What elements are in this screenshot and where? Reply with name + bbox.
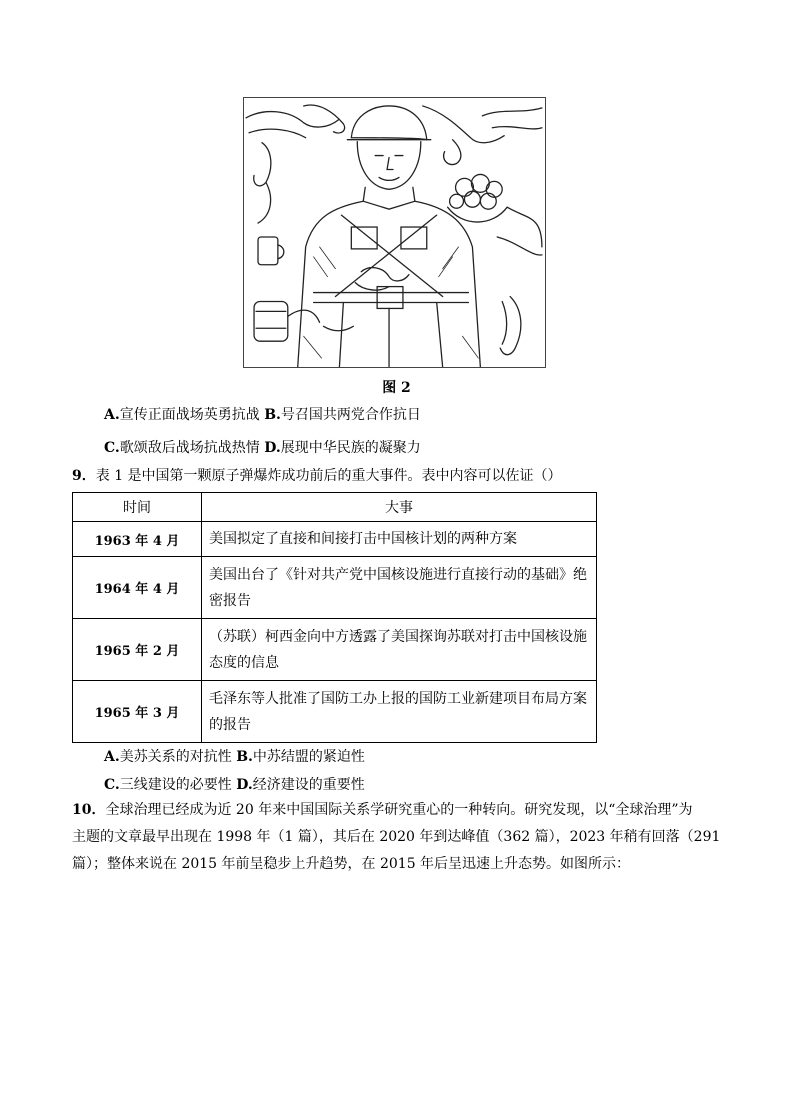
table-cell-time: 1965 年 3 月 [73,681,202,743]
q8-option-c-letter[interactable]: C. [104,440,120,456]
q9-option-c-text: 三线建设的必要性 [119,777,232,793]
q10-stem [72,797,722,878]
q10-line-3: 篇）；整体来说在 2015 年前呈稳步上升趋势，在 2015 年后呈迅速上升态势。如图所示： [72,856,631,872]
table-cell-event: 美国拟定了直接和间接打击中国核计划的两种方案 [202,522,597,557]
q9-option-a-text: 美苏关系的对抗性 [119,749,232,765]
q9-option-b-letter[interactable]: B. [236,749,253,765]
table-row [73,522,597,557]
table-cell-time: 1963 年 4 月 [73,522,202,557]
q9-option-d-text: 经济建设的重要性 [252,777,365,793]
figure-caption: 图 2 [382,380,411,396]
table-cell-event: 毛泽东等人批准了国防工办上报的国防工业新建项目布局方案的报告 [202,681,597,743]
table-cell-time: 1964 年 4 月 [73,557,202,619]
q10-line-1 [72,797,722,824]
figure-2-illustration [243,97,546,368]
table-row [73,557,597,619]
q8-option-d-text: 展现中华民族的凝聚力 [280,440,421,456]
q10-line-2: 主题的文章最早出现在 1998 年（1 篇），其后在 2020 年到达峰值（362 篇），2023 年稍有回落（291 [72,829,721,845]
q8-options-row-1 [104,404,421,424]
q8-option-b-letter[interactable]: B. [264,407,281,423]
table-header-row [73,493,597,522]
table-row [73,681,597,743]
q8-option-c-text: 歌颂敌后战场抗战热情 [119,440,260,456]
q8-option-a-text: 宣传正面战场英勇抗战 [119,407,260,423]
q10-number: 10． [72,802,106,818]
q9-option-b-text: 中苏结盟的紧迫性 [252,749,365,765]
q8-option-b-text: 号召国共两党合作抗日 [280,407,421,423]
q9-stem [72,465,562,485]
table-cell-event: 美国出台了《针对共产党中国核设施进行直接行动的基础》绝密报告 [202,557,597,619]
table-header-event: 大事 [202,493,597,522]
q8-option-a-letter[interactable]: A. [104,407,120,423]
table-row [73,619,597,681]
q8-option-d-letter[interactable]: D. [264,440,281,456]
q9-option-d-letter[interactable]: D. [236,777,253,793]
table-header-time: 时间 [73,493,202,522]
q9-options-row-2 [104,774,365,794]
q9-stem-text: 表 1 是中国第一颗原子弹爆炸成功前后的重大事件。表中内容可以佐证（） [95,468,562,484]
table-cell-time: 1965 年 2 月 [73,619,202,681]
table-cell-event: （苏联）柯西金向中方透露了美国探询苏联对打击中国核设施态度的信息 [202,619,597,681]
q9-option-a-letter[interactable]: A. [104,749,120,765]
q9-events-table [72,492,597,743]
q9-options-row-1 [104,746,365,766]
q10-line-1-text: 全球治理已经成为近 20 年来中国国际关系学研究重心的一种转向。研究发现，以“全球治理”为 [105,802,693,818]
q9-number: 9． [72,468,96,484]
q9-option-c-letter[interactable]: C. [104,777,120,793]
q8-options-row-2 [104,437,421,457]
